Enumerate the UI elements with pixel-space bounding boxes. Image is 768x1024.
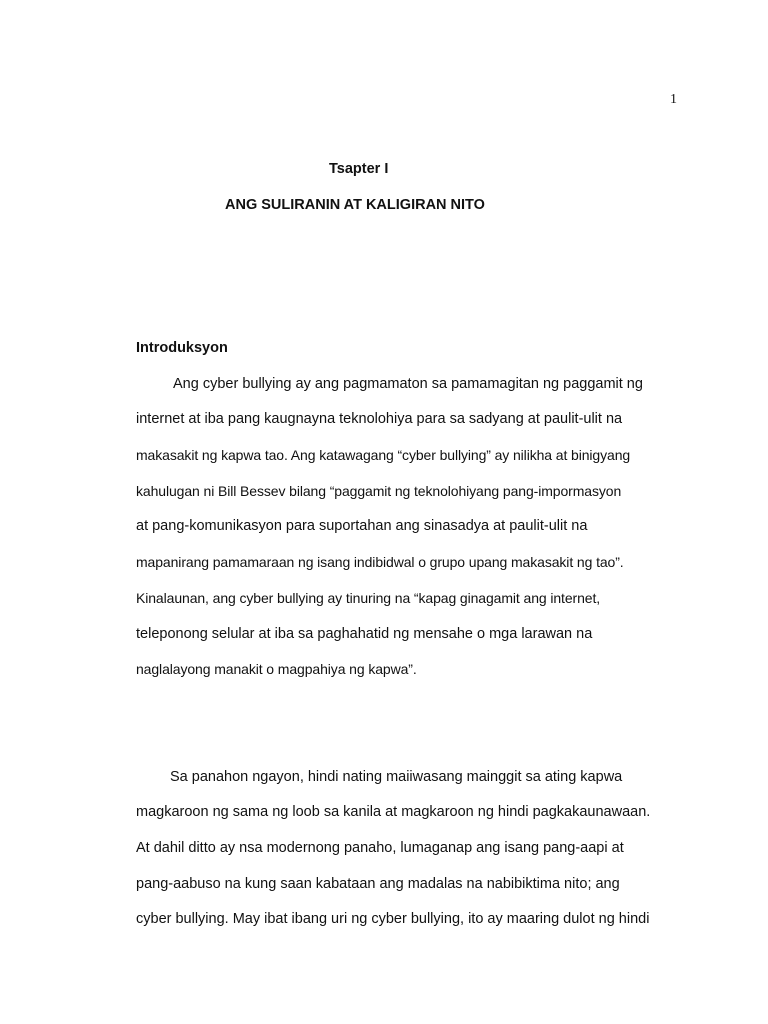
- page-number: 1: [670, 92, 677, 107]
- paragraph-line: internet at iba pang kaugnayna teknolohiya para sa sadyang at paulit-ulit na: [136, 411, 623, 427]
- paragraph-line: naglalayong manakit o magpahiya ng kapwa”.: [136, 661, 417, 677]
- chapter-title: ANG SULIRANIN AT KALIGIRAN NITO: [225, 197, 485, 213]
- paragraph-line: Ang cyber bullying ay ang pagmamaton sa pamamagitan ng paggamit ng: [173, 376, 643, 392]
- paragraph-line: magkaroon ng sama ng loob sa kanila at magkaroon ng hindi pagkakaunawaan.: [136, 804, 651, 820]
- paragraph-line: Sa panahon ngayon, hindi nating maiiwasang mainggit sa ating kapwa: [170, 769, 623, 785]
- section-heading: Introduksyon: [136, 340, 228, 356]
- paragraph-line: At dahil ditto ay nsa modernong panaho, lumaganap ang isang pang-aapi at: [136, 840, 624, 856]
- paragraph-line: cyber bullying. May ibat ibang uri ng cyber bullying, ito ay maaring dulot ng hindi: [136, 911, 650, 927]
- paragraph-line: at pang-komunikasyon para suportahan ang sinasadya at paulit-ulit na: [136, 518, 588, 534]
- paragraph-line: pang-aabuso na kung saan kabataan ang madalas na nabibiktima nito; ang: [136, 876, 620, 892]
- paragraph-line: Kinalaunan, ang cyber bullying ay tinuring na “kapag ginagamit ang internet,: [136, 590, 601, 606]
- paragraph-line: mapanirang pamamaraan ng isang indibidwal o grupo upang makasakit ng tao”.: [136, 554, 624, 570]
- paragraph-line: kahulugan ni Bill Bessev bilang “paggamit ng teknolohiyang pang-impormasyon: [136, 483, 622, 499]
- paragraph-line: teleponong selular at iba sa paghahatid ng mensahe o mga larawan na: [136, 626, 593, 642]
- chapter-label: Tsapter I: [329, 161, 389, 177]
- paragraph-line: makasakit ng kapwa tao. Ang katawagang “cyber bullying” ay nilikha at binigyang: [136, 447, 631, 463]
